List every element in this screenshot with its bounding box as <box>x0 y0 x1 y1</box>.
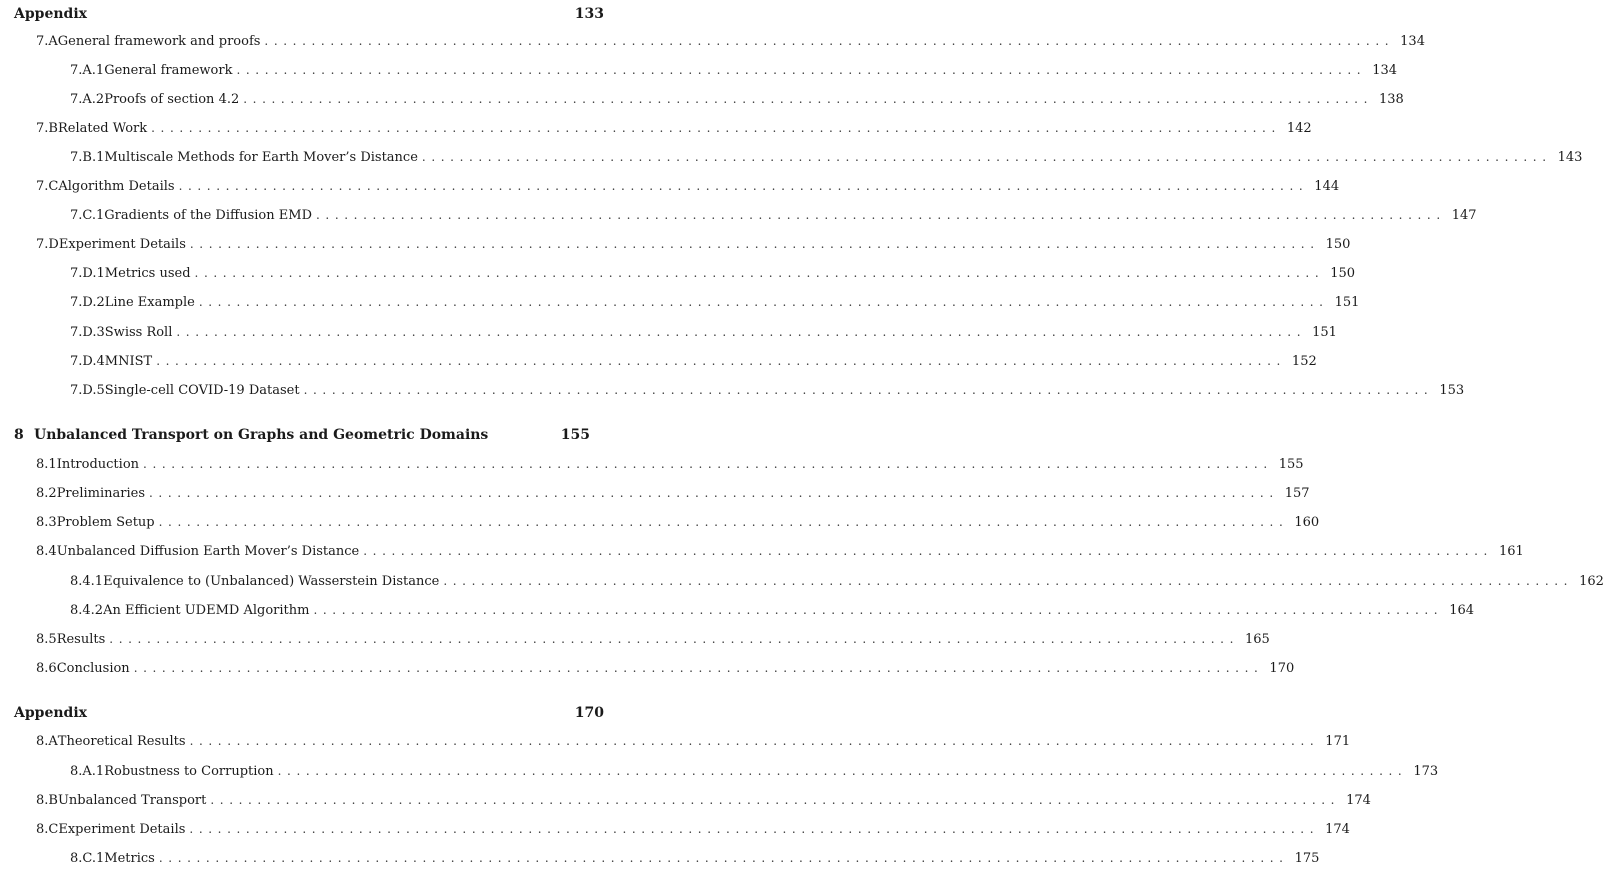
toc-entry-title: Problem Setup <box>56 515 155 530</box>
toc-entry-page-number: 134 <box>1400 34 1425 49</box>
toc-entry-number: 7.A.1 <box>70 63 105 78</box>
toc-entry-number: 7.D <box>36 237 59 252</box>
toc-entry-page-number: 133 <box>574 6 604 22</box>
toc-entry-page-number: 144 <box>1314 179 1340 194</box>
toc-entry-number: 8.4 <box>36 544 57 559</box>
toc-entry-number: 7.A.2 <box>70 92 105 107</box>
toc-entry-page-number: 150 <box>1325 237 1351 252</box>
toc-entry-title: Related Work <box>57 121 148 136</box>
dot-leaders: ........................................................................................................................ <box>264 34 1395 48</box>
toc-entry[interactable] <box>0 63 1398 81</box>
toc-entry-number: 8.A <box>36 734 58 749</box>
dot-leaders: ........................................................................................................................ <box>189 237 1320 251</box>
toc-entry-title: Line Example <box>104 295 195 310</box>
toc-entry[interactable] <box>0 208 1477 226</box>
dot-leaders: ........................................................................................................................ <box>178 179 1309 193</box>
toc-entry-title: Equivalence to (Unbalanced) Wasserstein Distance <box>103 574 440 589</box>
toc-entry-page-number: 160 <box>1294 515 1320 530</box>
toc-entry-title: Metrics used <box>104 266 191 281</box>
toc-entry[interactable] <box>0 734 1351 752</box>
dot-leaders: ........................................................................................................................ <box>210 793 1341 807</box>
toc-entry-number: 7.D.1 <box>70 266 105 281</box>
toc-entry-number: 8.3 <box>36 515 57 530</box>
toc-entry-title: Unbalanced Transport <box>57 793 207 808</box>
toc-entry[interactable] <box>0 632 1270 650</box>
toc-entry-page-number: 175 <box>1294 851 1320 866</box>
toc-entry-number: 7.D.5 <box>70 383 105 398</box>
toc-entry-number: 8.2 <box>36 486 57 501</box>
toc-entry[interactable] <box>0 266 1356 284</box>
toc-entry-title: Swiss Roll <box>104 325 173 340</box>
dot-leaders: ........................................................................................................................ <box>236 63 1367 77</box>
toc-entry-page-number: 151 <box>1312 325 1337 340</box>
toc-entry-page-number: 151 <box>1334 295 1360 310</box>
toc-entry-page-number: 174 <box>1346 793 1371 808</box>
toc-entry-number: 8.6 <box>36 661 57 676</box>
dot-leaders: ........................................................................................................................ <box>443 574 1574 588</box>
toc-entry[interactable] <box>0 325 1337 343</box>
toc-entry-number: 8.5 <box>36 632 57 647</box>
toc-entry-title: Introduction <box>56 457 140 472</box>
toc-entry[interactable] <box>0 383 1465 401</box>
toc-entry-page-number: 165 <box>1245 632 1270 647</box>
dot-leaders: ........................................................................................................................ <box>189 734 1320 748</box>
toc-entry[interactable] <box>0 92 1404 110</box>
toc-entry-title: Experiment Details <box>58 237 186 252</box>
toc-entry-number: 8.1 <box>36 457 57 472</box>
toc-entry-title: An Efficient UDEMD Algorithm <box>103 603 310 618</box>
toc-entry[interactable] <box>0 354 1317 372</box>
toc-entry-title: Proofs of section 4.2 <box>104 92 240 107</box>
dot-leaders: ........................................................................................................................ <box>421 150 1552 164</box>
toc-entry-title: Metrics <box>104 851 155 866</box>
toc-entry-page-number: 170 <box>1269 661 1295 676</box>
toc-entry-page-number: 174 <box>1325 822 1350 837</box>
toc-entry-page-number: 153 <box>1439 383 1465 398</box>
toc-heading-entry[interactable] <box>0 6 604 24</box>
toc-entry-title: Robustness to Corruption <box>104 764 274 779</box>
toc-entry-page-number: 157 <box>1284 486 1310 501</box>
dot-leaders: ........................................................................................................................ <box>109 632 1240 646</box>
toc-entry[interactable] <box>0 544 1524 562</box>
dot-leaders: ........................................................................................................................ <box>149 486 1279 500</box>
toc-entry[interactable] <box>0 295 1360 313</box>
toc-entry-number: 8.4.2 <box>70 603 104 618</box>
toc-entry-number: 7.C.1 <box>70 208 105 223</box>
dot-leaders: ........................................................................................................................ <box>189 822 1320 836</box>
dot-leaders: ........................................................................................................................ <box>156 354 1286 368</box>
toc-entry-number: 7.D.2 <box>70 295 105 310</box>
toc-entry[interactable] <box>0 793 1371 811</box>
toc-entry-title: Preliminaries <box>56 486 146 501</box>
toc-entry[interactable] <box>0 121 1312 139</box>
toc-entry-number: 8.4.1 <box>70 574 104 589</box>
toc-heading-entry[interactable] <box>0 427 590 445</box>
toc-entry-title: Multiscale Methods for Earth Mover’s Distance <box>104 150 418 165</box>
toc-entry[interactable] <box>0 764 1439 782</box>
toc-heading-entry[interactable] <box>0 705 604 723</box>
toc-entry-title: Results <box>56 632 106 647</box>
toc-entry-page-number: 138 <box>1378 92 1404 107</box>
toc-entry-title: Unbalanced Transport on Graphs and Geometric Domains <box>34 427 489 443</box>
toc-entry-number: 8 <box>14 427 24 443</box>
toc-entry[interactable] <box>0 150 1583 168</box>
toc-entry[interactable] <box>0 515 1320 533</box>
toc-entry-number: 7.D.3 <box>70 325 105 340</box>
toc-entry-title: Conclusion <box>56 661 130 676</box>
toc-entry-page-number: 173 <box>1413 764 1439 779</box>
toc-entry-page-number: 143 <box>1557 150 1583 165</box>
toc-entry-page-number: 134 <box>1372 63 1398 78</box>
dot-leaders: ........................................................................................................................ <box>363 544 1493 558</box>
toc-entry[interactable] <box>0 574 1604 592</box>
toc-entry-page-number: 155 <box>1278 457 1304 472</box>
dot-leaders: ........................................................................................................................ <box>303 383 1434 397</box>
toc-entry-title: Unbalanced Diffusion Earth Mover’s Distance <box>56 544 360 559</box>
toc-entry-page-number: 150 <box>1330 266 1356 281</box>
dot-leaders: ........................................................................................................................ <box>151 121 1281 135</box>
toc-entry[interactable] <box>0 603 1475 621</box>
toc-entry-number: 8.C.1 <box>70 851 105 866</box>
toc-entry-number: 8.B <box>36 793 58 808</box>
toc-entry-page-number: 147 <box>1451 208 1477 223</box>
toc-entry[interactable] <box>0 822 1350 840</box>
toc-entry-page-number: 171 <box>1325 734 1351 749</box>
toc-entry-title: Single-cell COVID-19 Dataset <box>104 383 300 398</box>
toc-entry-number: 8.C <box>36 822 59 837</box>
toc-entry-title: General framework and proofs <box>57 34 261 49</box>
dot-leaders: ........................................................................................................................ <box>133 661 1264 675</box>
dot-leaders: ........................................................................................................................ <box>198 295 1329 309</box>
toc-entry-title: Theoretical Results <box>57 734 186 749</box>
toc-entry-title: General framework <box>104 63 233 78</box>
toc-entry-page-number: 155 <box>560 427 590 443</box>
dot-leaders: ........................................................................................................................ <box>277 764 1408 778</box>
dot-leaders: ........................................................................................................................ <box>176 325 1307 339</box>
toc-entry[interactable] <box>0 851 1320 869</box>
dot-leaders: ........................................................................................................................ <box>313 603 1444 617</box>
dot-leaders: ........................................................................................................................ <box>158 851 1289 865</box>
toc-entry[interactable] <box>0 457 1304 475</box>
toc-entry-number: 7.B <box>36 121 58 136</box>
dot-leaders: ........................................................................................................................ <box>194 266 1325 280</box>
toc-entry-page-number: 152 <box>1291 354 1317 369</box>
toc-entry-title: Appendix <box>14 6 87 22</box>
toc-entry-number: 7.C <box>36 179 59 194</box>
toc-entry-number: 7.B.1 <box>70 150 105 165</box>
dot-leaders: ........................................................................................................................ <box>243 92 1373 106</box>
toc-entry-number: 8.A.1 <box>70 764 105 779</box>
toc-entry[interactable] <box>0 179 1340 197</box>
toc-entry-number: 7.D.4 <box>70 354 105 369</box>
toc-entry-number: 7.A <box>36 34 58 49</box>
toc-entry[interactable] <box>0 237 1351 255</box>
dot-leaders: ........................................................................................................................ <box>316 208 1446 222</box>
toc-entry-title: Gradients of the Diffusion EMD <box>104 208 312 223</box>
dot-leaders: ........................................................................................................................ <box>143 457 1273 471</box>
toc-entry-page-number: 162 <box>1579 574 1604 589</box>
toc-entry-page-number: 142 <box>1286 121 1312 136</box>
toc-entry[interactable] <box>0 34 1425 52</box>
toc-entry-title: Appendix <box>14 705 87 721</box>
toc-entry-title: Experiment Details <box>58 822 186 837</box>
toc-entry[interactable] <box>0 661 1295 679</box>
dot-leaders: ........................................................................................................................ <box>158 515 1289 529</box>
toc-entry-title: Algorithm Details <box>58 179 175 194</box>
toc-entry[interactable] <box>0 486 1310 504</box>
toc-entry-title: MNIST <box>104 354 153 369</box>
toc-entry-page-number: 161 <box>1498 544 1524 559</box>
toc-entry-page-number: 164 <box>1449 603 1475 618</box>
toc-entry-page-number: 170 <box>574 705 604 721</box>
